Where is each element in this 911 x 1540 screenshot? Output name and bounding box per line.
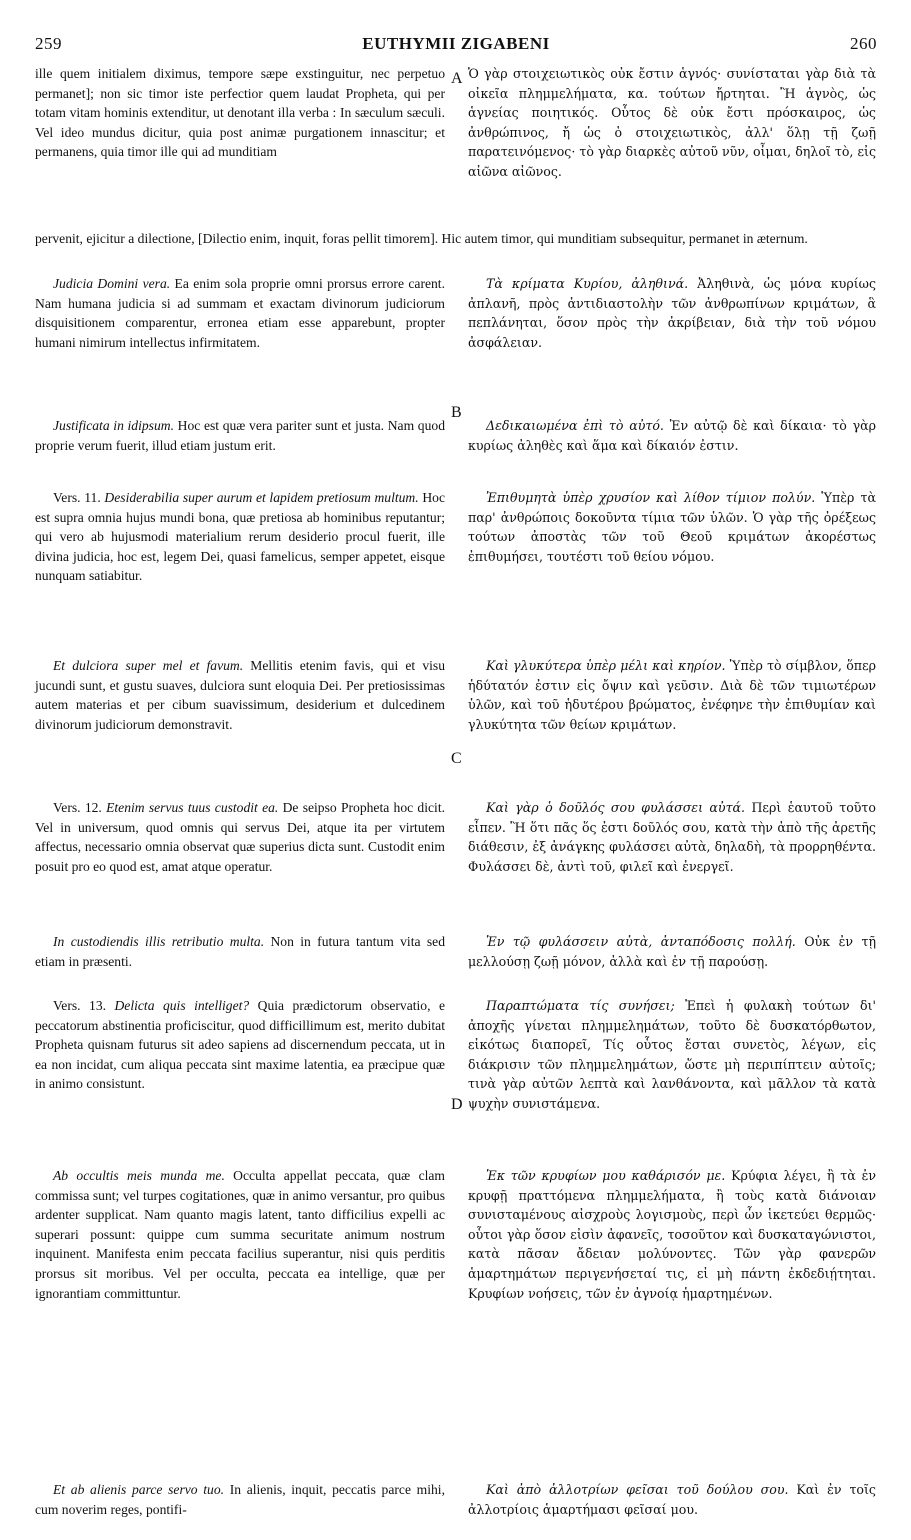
margin-marker-d: D xyxy=(451,1096,463,1113)
verse-label: Vers. 13. xyxy=(53,998,107,1013)
page-number-left: 259 xyxy=(35,34,62,53)
latin-paragraph: Vers. 12. Etenim servus tuus custodit ea. De seipso Propheta hoc dicit. Vel in universum, quod omnis qui servus Dei, atque ita per virtutem affectus, necessario omnia observat quæ superius dicta sunt. Custodit enim posuit pro eo quod est, amat atque operatur. xyxy=(35,800,445,874)
latin-paragraph: Vers. 11. Desiderabilia super aurum et lapidem pretiosum multum. Hoc est supra omnia hujus mundi bona, quæ pretiosa ab hominibus reputantur; qui vero ab hujusmodi materialium rerum desiderio procul fuerit, ille divina judicia, hoc est, legem Dei, quasi famelicus, semper appetet, eisque nunquam satiabitur. xyxy=(35,490,445,584)
latin-paragraph: In custodiendis illis retributio multa. Non in futura tantum vita sed etiam in præsenti. xyxy=(35,934,445,969)
greek-paragraph: Ἐπιθυμητὰ ὑπὲρ χρυσίον καὶ λίθον τίμιον πολύν. Ὑπὲρ τὰ παρ' ἀνθρώποις δοκοῦντα τίμια τῶν ὑλῶν. Ὁ γὰρ τῆς ὀρέξεως τούτων ἀποστὰς τῶν τοῦ Θεοῦ κριμάτων ἀκορέστως ἐπιθυμήσει, τουτέστι τοῦ θείου νόμου. xyxy=(468,490,876,564)
running-title: EUTHYMII ZIGABENI xyxy=(362,34,550,53)
latin-paragraph: Ab occultis meis munda me. Occulta appellat peccata, quæ clam commissa sunt; vel turpes cogitationes, quæ in animo versantur, pro quibus ardenter supplicat. Nam quanto magis latent, tanto difficilius expelli ac superari possunt: quippe cum summa securitate animum nostrum inquinent. Manifesta enim peccata facilius superantur, nisi quis perditis prorsus sit moribus. Vel per occulta, peccata ea intellige, quæ per ignorantiam committuntur. xyxy=(35,1168,445,1301)
lemma: Ab occultis meis munda me. xyxy=(53,1168,225,1183)
latin-paragraph: Et ab alienis parce servo tuo. In alienis, inquit, peccatis parce mihi, cum noverim reges, pontifi- xyxy=(35,1482,445,1517)
greek-paragraph: Παραπτώματα τίς συνήσει; Ἐπεὶ ἡ φυλακὴ τούτων δι' ἀποχῆς γίνεται πλημμελημάτων, τοῦτο δὲ δυσκατόρθωτον, εἰκότως διαπορεῖ, Τίς οὗτος ἔσται συνετὸς, λέγων, εἰς διάκρισιν τῶν πλημμελημάτων, ὥστε μὴ περιπίπτειν αὐτοῖς; τινὰ γὰρ αὐτῶν λεπτὰ καὶ λανθάνοντα, καὶ μᾶλλον τὰ κατὰ ψυχὴν συνιστάμενα. xyxy=(468,998,876,1111)
lemma: Delicta quis intelliget? xyxy=(114,998,250,1013)
lemma: Ἐκ τῶν κρυφίων μου καθάρισόν με. xyxy=(486,1168,726,1183)
lemma: Et dulciora super mel et favum. xyxy=(53,658,244,673)
lemma: Ἐπιθυμητὰ ὑπὲρ χρυσίον καὶ λίθον τίμιον πολύν. xyxy=(486,490,816,505)
latin-paragraph: Justificata in idipsum. Hoc est quæ vera pariter sunt et justa. Nam quod proprie verum fuerit, illud etiam justum erit. xyxy=(35,418,445,453)
greek-paragraph: Τὰ κρίματα Κυρίου, ἀληθινά. Ἀληθινὰ, ὡς μόνα κυρίως ἀπλανῆ, πρὸς ἀντιδιαστολὴν τῶν ἀνθρωπίνων κριμάτων, ἃ πεπλάνηται, ὅσον πρὸς τὴν ἀκρίβειαν, διὰ τὴν τοῦ νόμου ἀσφάλειαν. xyxy=(468,276,876,350)
verse-label: Vers. 11. xyxy=(53,490,101,505)
latin-paragraph: Judicia Domini vera. Ea enim sola proprie omni prorsus errore carent. Nam humana judicia si ad summam et exactam divinorum judiciorum disquisitionem comparentur, erronea etiam esse apparebunt, propter humani nimirum intellectus infirmitatem. xyxy=(35,276,445,350)
greek-paragraph: Καὶ γλυκύτερα ὑπὲρ μέλι καὶ κηρίον. Ὑπὲρ τὸ σίμβλον, ὅπερ ἡδύτατόν ἐστιν εἰς ὄψιν καὶ γεῦσιν. Διὰ δὲ τῶν τιμιωτέρων ὑλῶν, καὶ τοῦ ἡδυτέρου βρώματος, ἐνέφηνε τὴν ἐπιθυμίαν καὶ γλυκύτητα τῶν θείων κριμάτων. xyxy=(468,658,876,732)
lemma: Δεδικαιωμένα ἐπὶ τὸ αὐτό. xyxy=(486,418,664,433)
margin-marker-b: B xyxy=(451,404,462,421)
margin-marker-c: C xyxy=(451,750,462,767)
lemma: Τὰ κρίματα Κυρίου, ἀληθινά. xyxy=(486,276,689,291)
greek-paragraph: Ἐκ τῶν κρυφίων μου καθάρισόν με. Κρύφια λέγει, ἢ τὰ ἐν κρυφῇ πραττόμενα πλημμελήματα, ἢ τοὺς κατὰ διάνοιαν συνισταμένους αἰσχροὺς λογισμοὺς, περὶ ὧν ἱκετεύει θερμῶς· οὗτοι γὰρ ὅσον εἰσὶν ἀφανεῖς, τοσοῦτον καὶ δυσκαταγώνιστοι, κατὰ πᾶσαν ἄδειαν μολύνοντες. Τῶν γὰρ φανερῶν ἁμαρτημάτων περιγενήσεταί τις, εἰ μὴ πάντη ἐκδεδιῄτηται. Κρυφίων νοήσεις, τῶν ἐν ἀγνοίᾳ ἡμαρτημένων. xyxy=(468,1168,876,1301)
greek-paragraph: Καὶ γὰρ ὁ δοῦλός σου φυλάσσει αὐτά. Περὶ ἑαυτοῦ τοῦτο εἶπεν. Ἢ ὅτι πᾶς ὅς ἐστι δοῦλός σου, κατὰ τὴν ἀπὸ τῆς ἀρετῆς διάθεσιν, ἐξ ἀνάγκης φυλάσσει αὐτὰ, δηλαδὴ, τὰ προρρηθέντα. Φυλάσσει δὲ, ἀντὶ τοῦ, φιλεῖ καὶ ἐνεργεῖ. xyxy=(468,800,876,874)
lemma: Etenim servus tuus custodit ea. xyxy=(106,800,279,815)
latin-paragraph: ille quem initialem diximus, tempore sæpe exstinguitur, nec perpetuo permanet]; non sic timor iste perfectior quem laudat Propheta, qui per totam vitam hominis extenditur, ut denotant illa verba : In sæculum sæculi. Vel ideo mundus dicitur, quia post animæ purgationem innascitur; et permanens, quia timor ille qui ad munditiam xyxy=(35,66,445,160)
greek-paragraph: Ἐν τῷ φυλάσσειν αὐτὰ, ἀνταπόδοσις πολλή. Οὐκ ἐν τῇ μελλούσῃ ζωῇ μόνον, ἀλλὰ καὶ ἐν τῇ παρούσῃ. xyxy=(468,934,876,969)
margin-marker-a: A xyxy=(451,70,463,87)
lemma: Et ab alienis parce servo tuo. xyxy=(53,1482,225,1497)
greek-paragraph: Δεδικαιωμένα ἐπὶ τὸ αὐτό. Ἐν αὐτῷ δὲ καὶ δίκαια· τὸ γὰρ κυρίως ἀληθὲς καὶ ἅμα καὶ δίκαιόν ἐστιν. xyxy=(468,418,876,453)
lemma: Desiderabilia super aurum et lapidem pretiosum multum. xyxy=(104,490,419,505)
latin-paragraph: Et dulciora super mel et favum. Mellitis etenim favis, qui et visu jucundi sunt, et gustu suaves, dulciora sunt eloquia Dei. Per pretiosissimas autem materias et per cibum suavissimum, desiderium et dulcedinem divinorum judiciorum demonstravit. xyxy=(35,658,445,732)
full-width-paragraph: pervenit, ejicitur a dilectione, [Dilectio enim, inquit, foras pellit timorem]. Hic autem timor, qui munditiam subsequitur, permanet in æternum. xyxy=(35,231,808,246)
page-header xyxy=(35,34,877,58)
lemma: Ἐν τῷ φυλάσσειν αὐτὰ, ἀνταπόδοσις πολλή. xyxy=(486,934,796,949)
lemma: Καὶ γὰρ ὁ δοῦλός σου φυλάσσει αὐτά. xyxy=(486,800,746,815)
lemma: Καὶ ἀπὸ ἀλλοτρίων φεῖσαι τοῦ δούλου σου. xyxy=(486,1482,789,1497)
greek-paragraph: Ὁ γὰρ στοιχειωτικὸς οὐκ ἔστιν ἁγνός· συνίσταται γὰρ διὰ τὰ οἰκεῖα πλημμελήματα, κα. τούτων ἤρτηται. Ἢ ἁγνὸς, ὡς ἁγνείας ποιητικός. Οὗτος δὲ οὐκ ἔστι πρόσκαιρος, ὡς ἀνθρώπινος, ἤ ὡς ὁ στοιχειωτικὸς, ἀλλ' ὅλῃ τῇ ζωῇ παρατεινόμενος· τὸ γὰρ διαρκὲς αὐτοῦ νῦν, οἶμαι, δηλοῖ τὸ, εἰς αἰῶνα αἰῶνος. xyxy=(468,66,876,179)
page-number-right: 260 xyxy=(850,34,877,53)
lemma: In custodiendis illis retributio multa. xyxy=(53,934,265,949)
greek-paragraph: Καὶ ἀπὸ ἀλλοτρίων φεῖσαι τοῦ δούλου σου. Καὶ ἐν τοῖς ἀλλοτρίοις ἁμαρτήμασι φεῖσαί μου. xyxy=(468,1482,876,1517)
lemma: Καὶ γλυκύτερα ὑπὲρ μέλι καὶ κηρίον. xyxy=(486,658,726,673)
lemma: Justificata in idipsum. xyxy=(53,418,174,433)
verse-label: Vers. 12. xyxy=(53,800,102,815)
lemma: Παραπτώματα τίς συνήσει; xyxy=(486,998,675,1013)
latin-paragraph: Vers. 13. Delicta quis intelliget? Quia prædictorum observatio, e peccatorum abstinentia proficiscitur, quod difficillimum est, merito dubitat Propheta quisnam futurus sit adeo sapiens ad discernendum peccata, ut in ea non incidat, cum aliqua peccata sint maxime latentia, ea præcipue quæ in animo consistunt. xyxy=(35,998,445,1092)
lemma: Judicia Domini vera. xyxy=(53,276,171,291)
